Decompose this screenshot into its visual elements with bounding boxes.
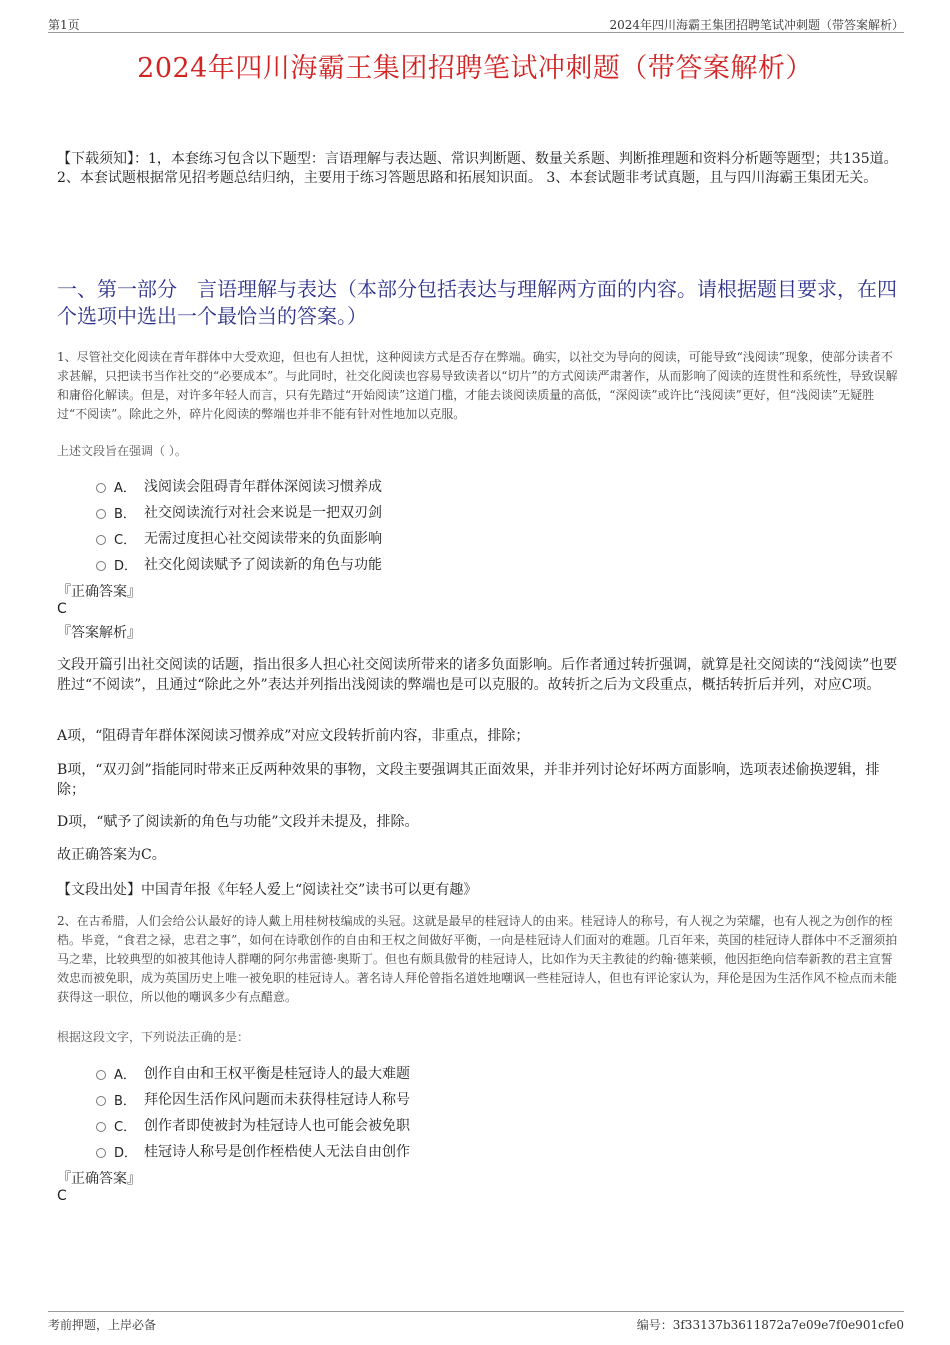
download-notice: 【下载须知】：1，本套练习包含以下题型：言语理解与表达题、常识判断题、数量关系题、判断推理题和资料分析题等题型；共135道。 2、本套试题根据常见招考题总结归纳，主要用于练习答题思路和拓展知识面。 3、本套试题非考试真题，且与四川海霸王集团无关。 <box>57 151 898 186</box>
answer-label: 『正确答案』 <box>57 1171 141 1187</box>
radio-icon[interactable] <box>96 561 106 571</box>
radio-icon[interactable] <box>96 535 106 545</box>
analysis-paragraph: D项，“赋予了阅读新的角色与功能”文段并未提及，排除。 <box>57 814 419 830</box>
page-number: 第1页 <box>48 18 80 32</box>
question-2-prompt: 根据这段文字，下列说法正确的是： <box>57 1030 250 1044</box>
answer-value: C <box>57 1188 67 1204</box>
radio-icon[interactable] <box>96 509 106 519</box>
option-a[interactable]: A． 浅阅读会阻碍青年群体深阅读习惯养成 <box>96 473 696 499</box>
question-1-stem: 1、尽管社交化阅读在青年群体中大受欢迎，但也有人担忧，这种阅读方式是否存在弊端。确实，以社交为导向的阅读，可能导致“浅阅读”现象，使部分读者不求甚解，只把读书当作社交的“必要成本”。与此同时，社交化阅读也容易导致读者以“切片”的方式阅读严肃著作，从而影响了阅读的连贯性和系统性，导致误解和庸俗化解读。但是，对许多年轻人而言，只有先踏过“开始阅读”这道门槛，才能去谈阅读质量的高低，“深阅读”或许比“浅阅读”更好，但“浅阅读”无疑胜过“不阅读”。除此之外，碎片化阅读的弊端也并非不能有针对性地加以克服。 <box>57 350 898 421</box>
answer-label: 『正确答案』 <box>57 584 141 600</box>
radio-icon[interactable] <box>96 1070 106 1080</box>
option-a[interactable]: A． 创作自由和王权平衡是桂冠诗人的最大难题 <box>96 1060 696 1086</box>
analysis-paragraph: B项，“双刃剑”指能同时带来正反两种效果的事物，文段主要强调其正面效果，并非并列讨论好坏两方面影响，选项表述偷换逻辑，排除； <box>57 762 880 798</box>
question-1-options <box>96 473 696 577</box>
option-d[interactable]: D． 桂冠诗人称号是创作桎梏使人无法自由创作 <box>96 1138 696 1164</box>
question-1-prompt: 上述文段旨在强调（ ）。 <box>57 444 187 458</box>
footer-slogan: 考前押题，上岸必备 <box>48 1318 157 1332</box>
page-footer <box>48 1311 904 1332</box>
question-2-stem: 2、在古希腊，人们会给公认最好的诗人戴上用桂树枝编成的头冠。这就是最早的桂冠诗人的由来。桂冠诗人的称号，有人视之为荣耀，也有人视之为创作的桎梏。毕竟，“食君之禄，忠君之事”，如何在诗歌创作的自由和王权之间做好平衡，一向是桂冠诗人们面对的难题。几百年来，英国的桂冠诗人群体中不乏溜须拍马之辈，比较典型的如被其他诗人群嘲的阿尔弗雷德·奥斯丁。但也有颇具傲骨的桂冠诗人，比如作为天主教徒的约翰·德莱顿，他因拒绝向信奉新教的君主宣誓效忠而被免职，成为英国历史上唯一被免职的桂冠诗人。著名诗人拜伦曾指名道姓地嘲讽一些桂冠诗人，但也有评论家认为，拜伦是因为生活作风不检点而未能获得这一职位，所以他的嘲讽多少有点醋意。 <box>57 914 898 1004</box>
option-c[interactable]: C． 创作者即使被封为桂冠诗人也可能会被免职 <box>96 1112 696 1138</box>
page-header <box>48 14 904 33</box>
document-title: 2024年四川海霸王集团招聘笔试冲刺题（带答案解析） <box>137 53 813 84</box>
option-b[interactable]: B． 拜伦因生活作风问题而未获得桂冠诗人称号 <box>96 1086 696 1112</box>
radio-icon[interactable] <box>96 483 106 493</box>
question-2-options <box>96 1060 696 1164</box>
radio-icon[interactable] <box>96 1096 106 1106</box>
analysis-paragraph: 故正确答案为C。 <box>57 847 166 863</box>
answer-value: C <box>57 601 67 617</box>
footer-serial: 编号：3f33137b3611872a7e09e7f0e901cfe0 <box>636 1318 904 1332</box>
radio-icon[interactable] <box>96 1148 106 1158</box>
section-heading: 一、第一部分 言语理解与表达（本部分包括表达与理解两方面的内容。请根据题目要求，在四个选项中选出一个最恰当的答案。） <box>57 277 897 328</box>
analysis-label: 『答案解析』 <box>57 625 141 641</box>
option-b[interactable]: B． 社交阅读流行对社会来说是一把双刃剑 <box>96 499 696 525</box>
option-c[interactable]: C． 无需过度担心社交阅读带来的负面影响 <box>96 525 696 551</box>
source-citation: 【文段出处】中国青年报《年轻人爱上“阅读社交”读书可以更有趣》 <box>57 882 478 898</box>
option-d[interactable]: D． 社交化阅读赋予了阅读新的角色与功能 <box>96 551 696 577</box>
header-doc-title: 2024年四川海霸王集团招聘笔试冲刺题（带答案解析） <box>609 18 904 32</box>
radio-icon[interactable] <box>96 1122 106 1132</box>
analysis-paragraph: 文段开篇引出社交阅读的话题，指出很多人担心社交阅读所带来的诸多负面影响。后作者通过转折强调，就算是社交阅读的“浅阅读”也要胜过“不阅读”，且通过“除此之外”表达并列指出浅阅读的弊端也是可以克服的。故转折之后为文段重点，概括转折后并列，对应C项。 <box>57 657 898 693</box>
analysis-paragraph: A项，“阻碍青年群体深阅读习惯养成”对应文段转折前内容，非重点，排除； <box>57 728 530 744</box>
